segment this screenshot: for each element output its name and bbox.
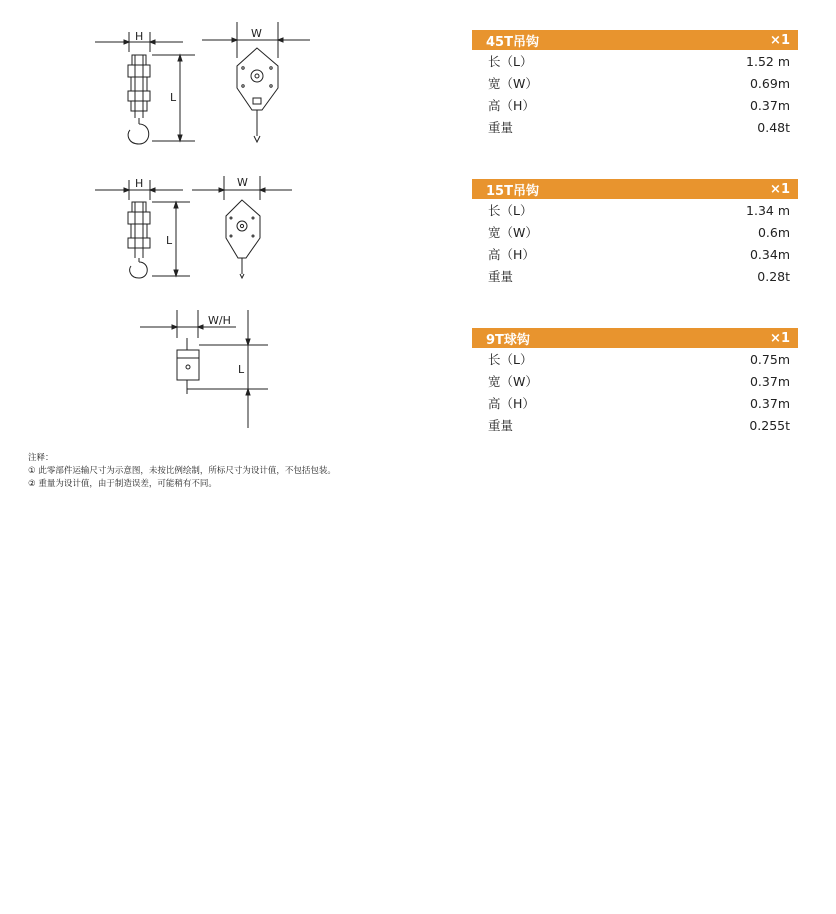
spec-label: 长（L）: [488, 352, 533, 367]
spec-label: 宽（W）: [488, 374, 538, 389]
spec-row-length: [472, 50, 798, 72]
hook15-side-view: [95, 180, 190, 278]
spec-label: 高（H）: [488, 396, 535, 411]
spec-row-width: [472, 72, 798, 94]
hook45-l-label: L: [170, 91, 177, 104]
spec-value: 0.37m: [749, 373, 790, 389]
spec-qty: ×1: [770, 330, 790, 346]
spec-label: 长（L）: [488, 203, 533, 218]
hook15-h-label: H: [135, 177, 144, 190]
spec-qty: ×1: [770, 32, 790, 48]
spec-row-height: [472, 243, 798, 265]
spec-label: 高（H）: [488, 247, 535, 262]
spec-value: 0.75m: [749, 351, 790, 367]
spec-row-length: [472, 348, 798, 370]
spec-table-15t: [472, 179, 798, 287]
spec-label: 重量: [488, 269, 514, 284]
hook45-front-view: [202, 22, 310, 142]
hook45-w-label: W: [251, 27, 262, 40]
spec-value: 0.37m: [749, 97, 790, 113]
spec-header: [472, 328, 798, 348]
spec-label: 重量: [488, 418, 514, 433]
spec-title: 15T吊钩: [486, 183, 539, 199]
ball9-view: [140, 310, 268, 428]
note-item: ① 此零部件运输尺寸为示意图，未按比例绘制，所标尺寸为设计值，不包括包装。: [28, 466, 336, 476]
spec-row-weight: [472, 116, 798, 138]
spec-value: 0.48t: [757, 119, 790, 135]
spec-value: 0.37m: [749, 395, 790, 411]
ball9-wh-label: W/H: [208, 314, 231, 327]
spec-table-45t: [472, 30, 798, 138]
spec-row-width: [472, 370, 798, 392]
spec-value: 0.28t: [757, 268, 790, 284]
spec-row-weight: [472, 265, 798, 287]
spec-row-width: [472, 221, 798, 243]
spec-value: 0.255t: [749, 417, 790, 433]
note-item: ② 重量为设计值，由于制造误差，可能稍有不同。: [28, 479, 217, 489]
hook15-l-label: L: [166, 234, 173, 247]
spec-title: 45T吊钩: [486, 34, 539, 50]
spec-label: 长（L）: [488, 54, 533, 69]
spec-row-weight: [472, 414, 798, 436]
spec-row-height: [472, 392, 798, 414]
spec-qty: ×1: [770, 181, 790, 197]
spec-header: [472, 179, 798, 199]
spec-value: 1.52 m: [746, 53, 790, 69]
spec-label: 重量: [488, 120, 514, 135]
spec-value: 0.6m: [757, 224, 790, 240]
spec-table-9t: [472, 328, 798, 436]
hook15-front-view: [192, 176, 292, 278]
hook15-w-label: W: [237, 176, 248, 189]
notes-title: 注释：: [28, 453, 54, 463]
spec-row-height: [472, 94, 798, 116]
spec-row-length: [472, 199, 798, 221]
ball9-l-label: L: [238, 363, 245, 376]
hook45-side-view: [95, 32, 195, 144]
spec-label: 宽（W）: [488, 76, 538, 91]
spec-label: 高（H）: [488, 98, 535, 113]
spec-value: 0.69m: [749, 75, 790, 91]
spec-value: 1.34 m: [746, 202, 790, 218]
hook45-h-label: H: [135, 30, 144, 43]
spec-label: 宽（W）: [488, 225, 538, 240]
spec-title: 9T球钩: [486, 332, 530, 348]
spec-value: 0.34m: [749, 246, 790, 262]
spec-header: [472, 30, 798, 50]
notes: [28, 452, 336, 491]
